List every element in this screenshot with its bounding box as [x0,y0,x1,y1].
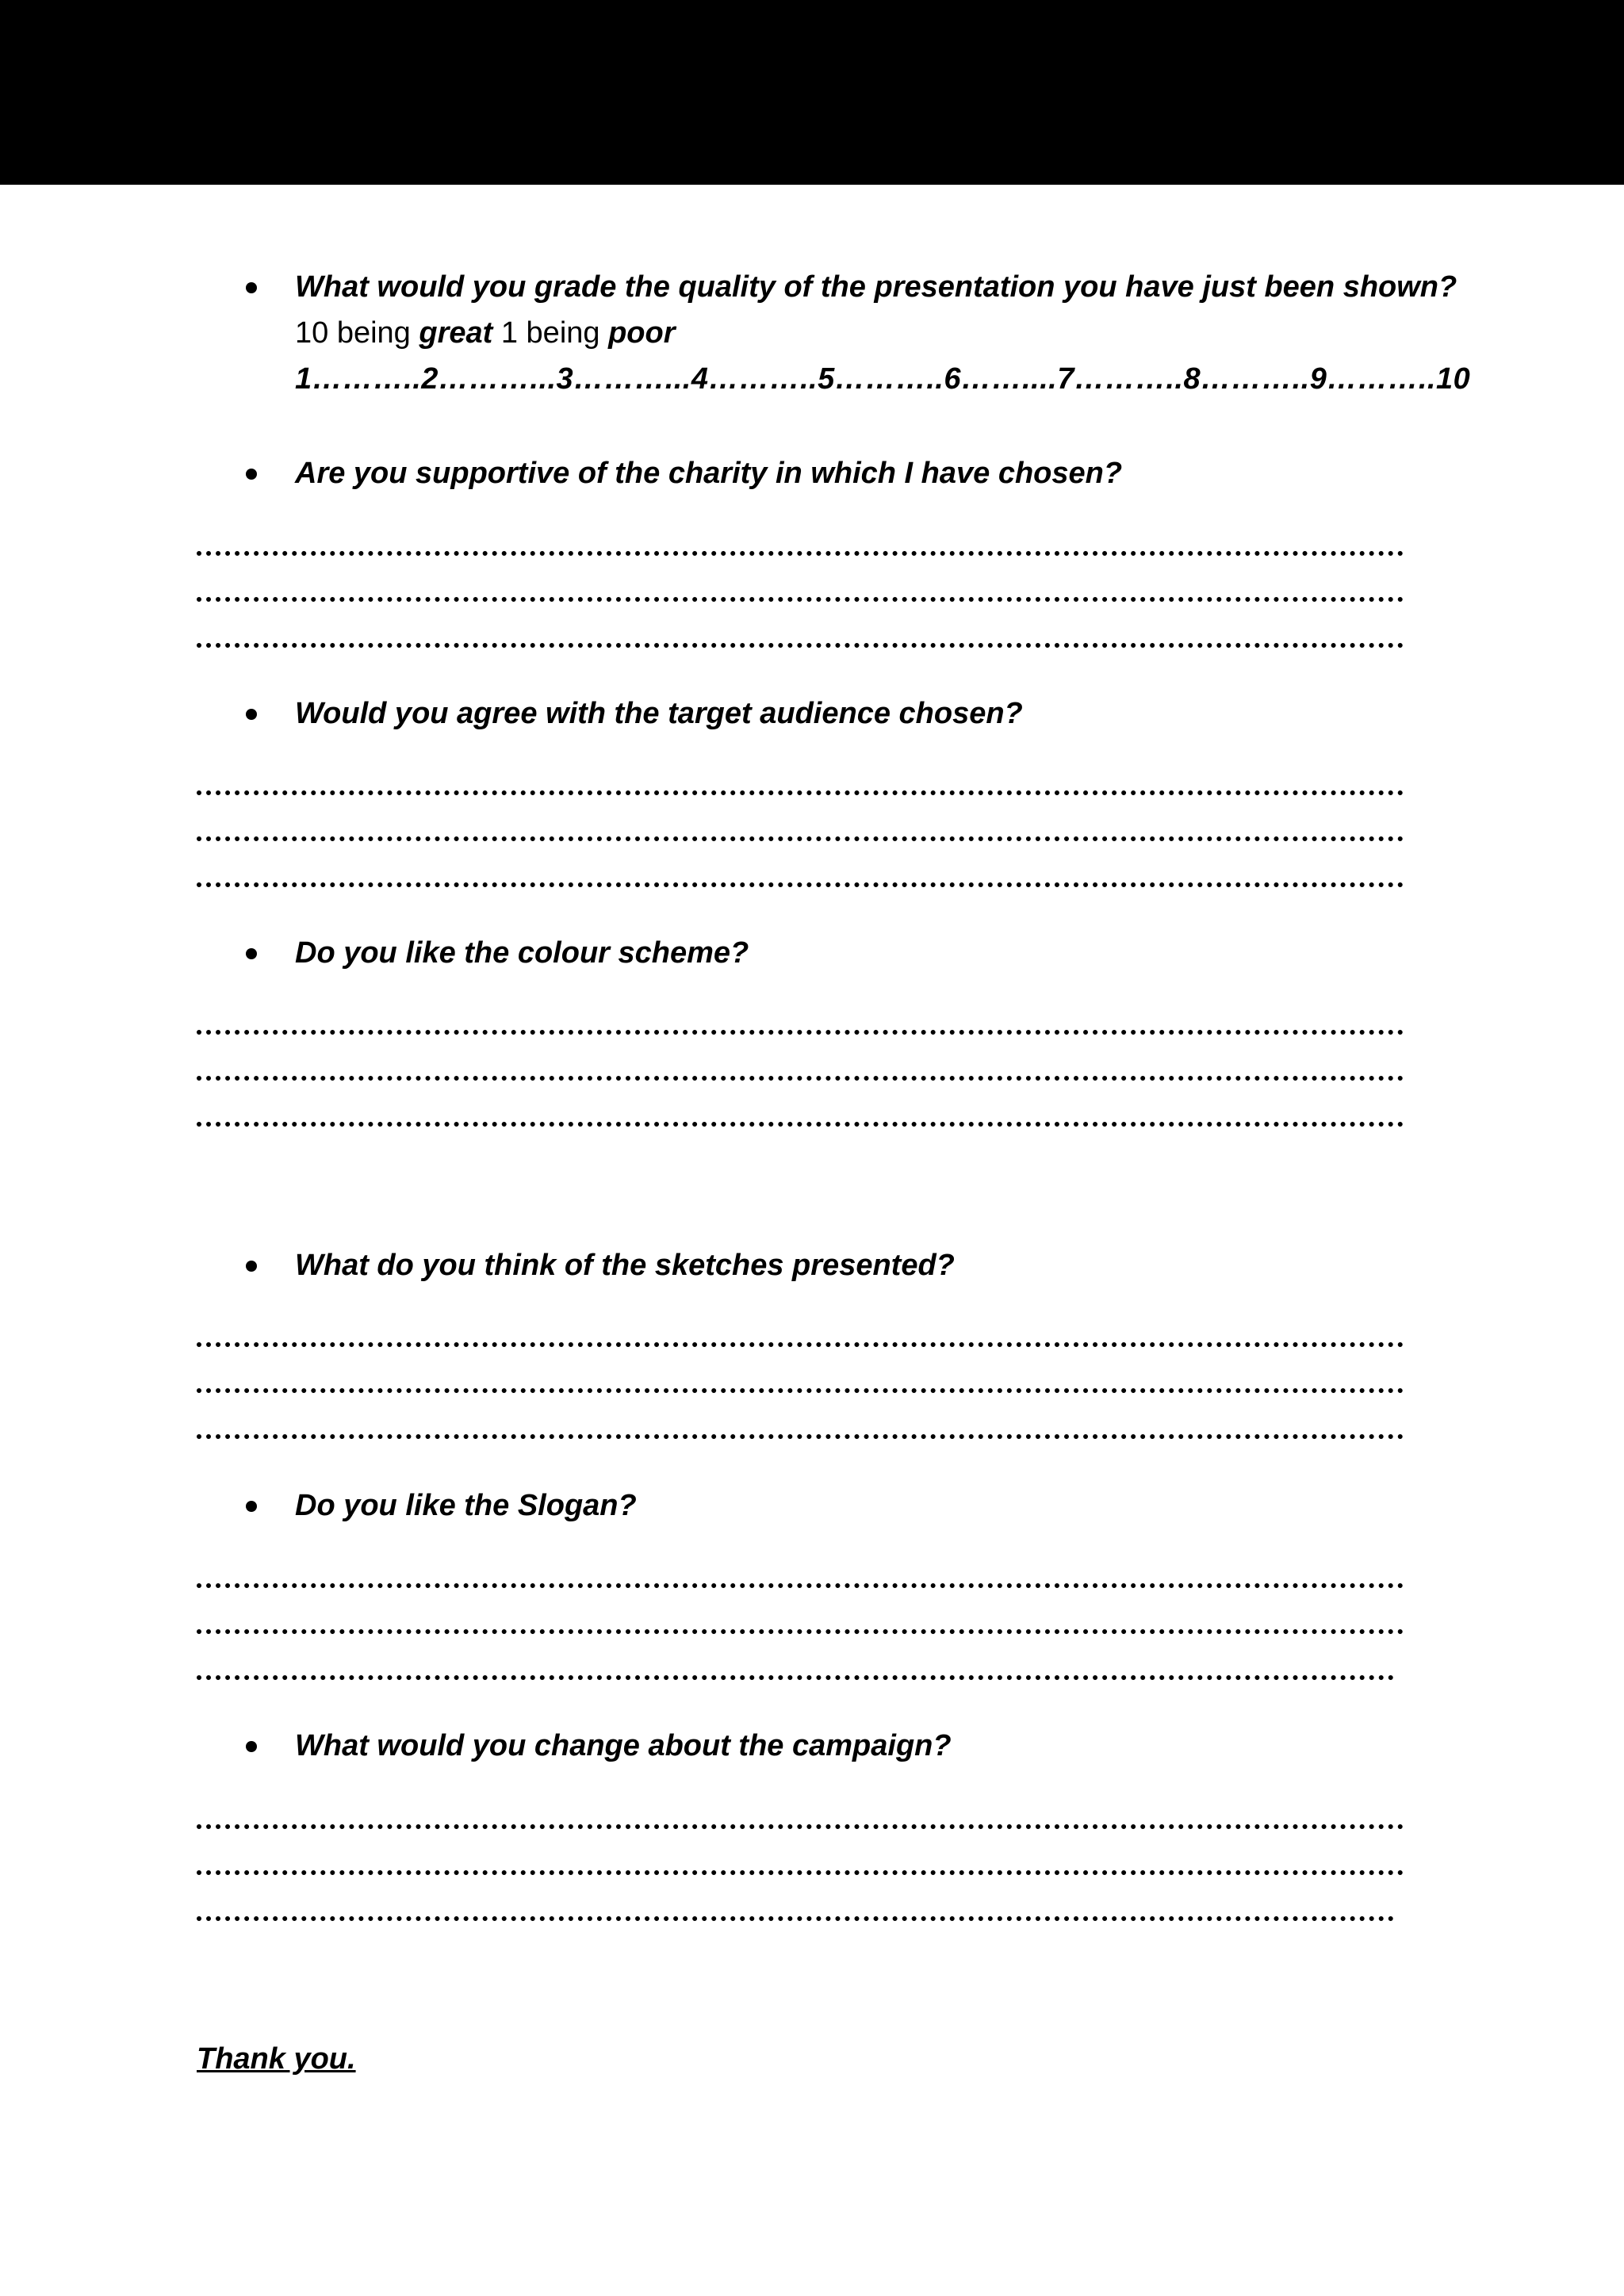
question-change-campaign: What would you change about the campaign? [295,1729,952,1762]
answer-line[interactable] [197,551,1404,556]
bullet-icon [246,1741,257,1752]
answer-line[interactable] [197,1629,1404,1634]
bullet-icon [246,469,257,480]
answer-line[interactable] [197,1342,1404,1347]
answer-line[interactable] [197,1675,1394,1680]
scale-intro [295,314,676,352]
question-slogan: Do you like the Slogan? [295,1489,637,1522]
scale-great-label: great [419,316,493,350]
answer-line[interactable] [197,1122,1404,1127]
bullet-icon [246,1501,257,1512]
question-colour-scheme: Do you like the colour scheme? [295,936,749,970]
rating-scale[interactable]: 1………..2………...3………...4………..5………..6……....7………..8………..9………..10 [295,362,1471,396]
answer-line[interactable] [197,1870,1404,1875]
answer-line[interactable] [197,790,1404,795]
answer-line[interactable] [197,643,1404,648]
answer-line[interactable] [197,597,1404,602]
bullet-icon [246,282,257,293]
question-target-audience: Would you agree with the target audience chosen? [295,697,1023,730]
answer-line[interactable] [197,1583,1404,1588]
answer-line[interactable] [197,1824,1404,1829]
scale-intro-part1: 10 being [295,316,419,350]
answer-line[interactable] [197,836,1404,841]
bullet-icon [246,1261,257,1272]
thank-you-text: Thank you. [197,2042,356,2076]
scale-intro-part2: 1 being [492,316,609,350]
answer-line[interactable] [197,1030,1404,1035]
answer-line[interactable] [197,1434,1404,1439]
answer-line[interactable] [197,1076,1404,1081]
question-sketches: What do you think of the sketches presented? [295,1249,955,1282]
question-grade-presentation: What would you grade the quality of the presentation you have just been shown? [295,270,1457,304]
answer-line[interactable] [197,1916,1394,1921]
answer-line[interactable] [197,1388,1404,1393]
bullet-icon [246,709,257,720]
answer-line[interactable] [197,882,1404,887]
question-supportive-charity: Are you supportive of the charity in which I have chosen? [295,457,1123,490]
bullet-icon [246,948,257,959]
scale-poor-label: poor [608,316,676,350]
